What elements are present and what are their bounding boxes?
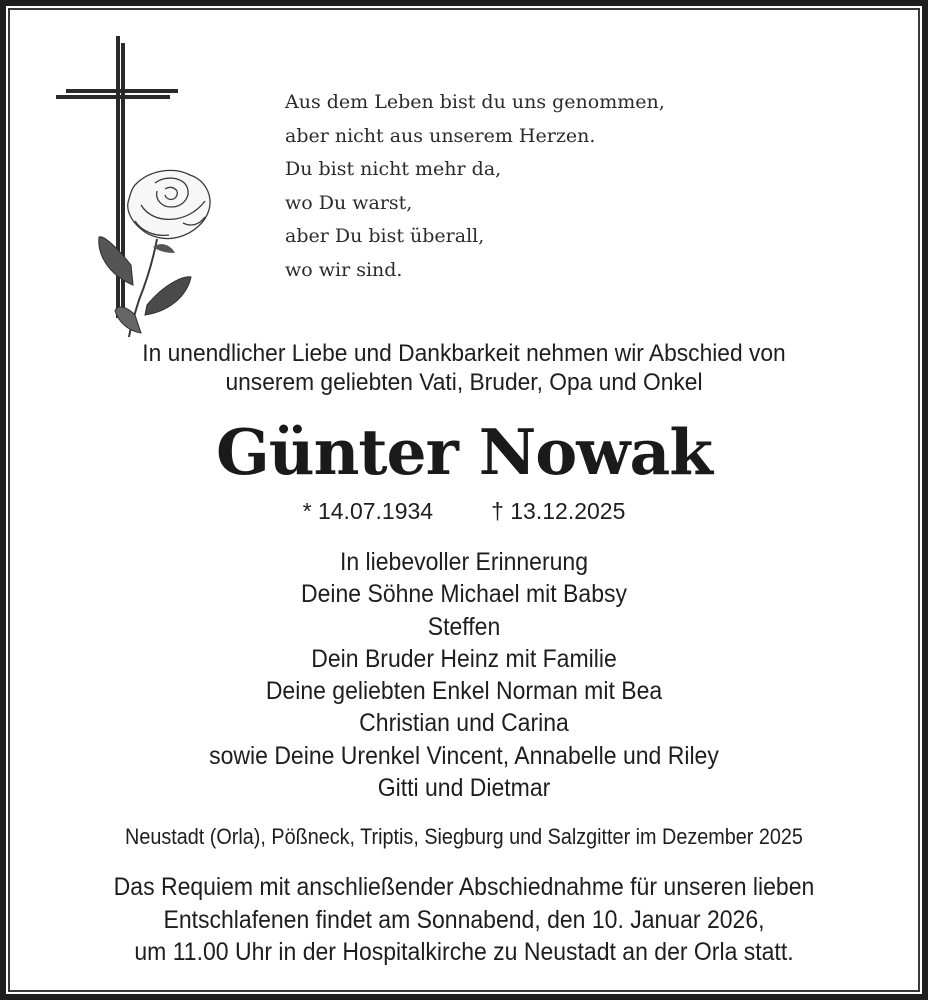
poem-line: aber Du bist überall, [285,225,485,247]
mourner-line: Dein Bruder Heinz mit Familie [311,644,617,673]
mourner-line: Gitti und Dietmar [377,774,551,803]
birth-date: * 14.07.1934 [302,498,434,524]
requiem-line: Das Requiem mit anschließender Abschiednahme für unseren lieben [113,873,815,901]
requiem-line: Entschlafenen findet am Sonnabend, den 10. Januar 2026, [163,905,765,934]
place-and-date: Neustadt (Orla), Pößneck, Triptis, Siegburg und Salzgitter im Dezember 2025 [125,824,803,849]
mourner-line: sowie Deine Urenkel Vincent, Annabelle und Riley [209,741,719,770]
mourner-line: In liebevoller Erinnerung [339,548,589,576]
poem-line: Aus dem Leben bist du uns genommen, [285,91,665,113]
death-date: † 13.12.2025 [491,498,626,524]
life-dates [10,496,918,526]
poem-line: Du bist nicht mehr da, [285,158,502,180]
intro-line: In unendlicher Liebe und Dankbarkeit nehmen wir Abschied von [142,340,786,367]
mourners-list [46,546,881,804]
mourner-line: Christian und Carina [359,709,569,738]
mourner-line: Deine geliebten Enkel Norman mit Bea [265,677,663,706]
mourner-line: Steffen [427,612,501,641]
deceased-name: Günter Nowak [215,415,713,489]
intro-text [42,339,886,397]
poem-line: wo Du warst, [285,191,413,214]
poem-line: aber nicht aus unserem Herzen. [285,124,596,147]
poem-line: wo wir sind. [285,258,403,281]
intro-line: unserem geliebten Vati, Bruder, Opa und Onkel [225,369,703,396]
poem [285,86,745,287]
mourner-line: Deine Söhne Michael mit Babsy [300,580,627,609]
requiem-info [46,871,881,969]
rose-icon [95,165,220,340]
requiem-line: um 11.00 Uhr in der Hospitalkirche zu Neustadt an der Orla statt. [134,938,794,966]
